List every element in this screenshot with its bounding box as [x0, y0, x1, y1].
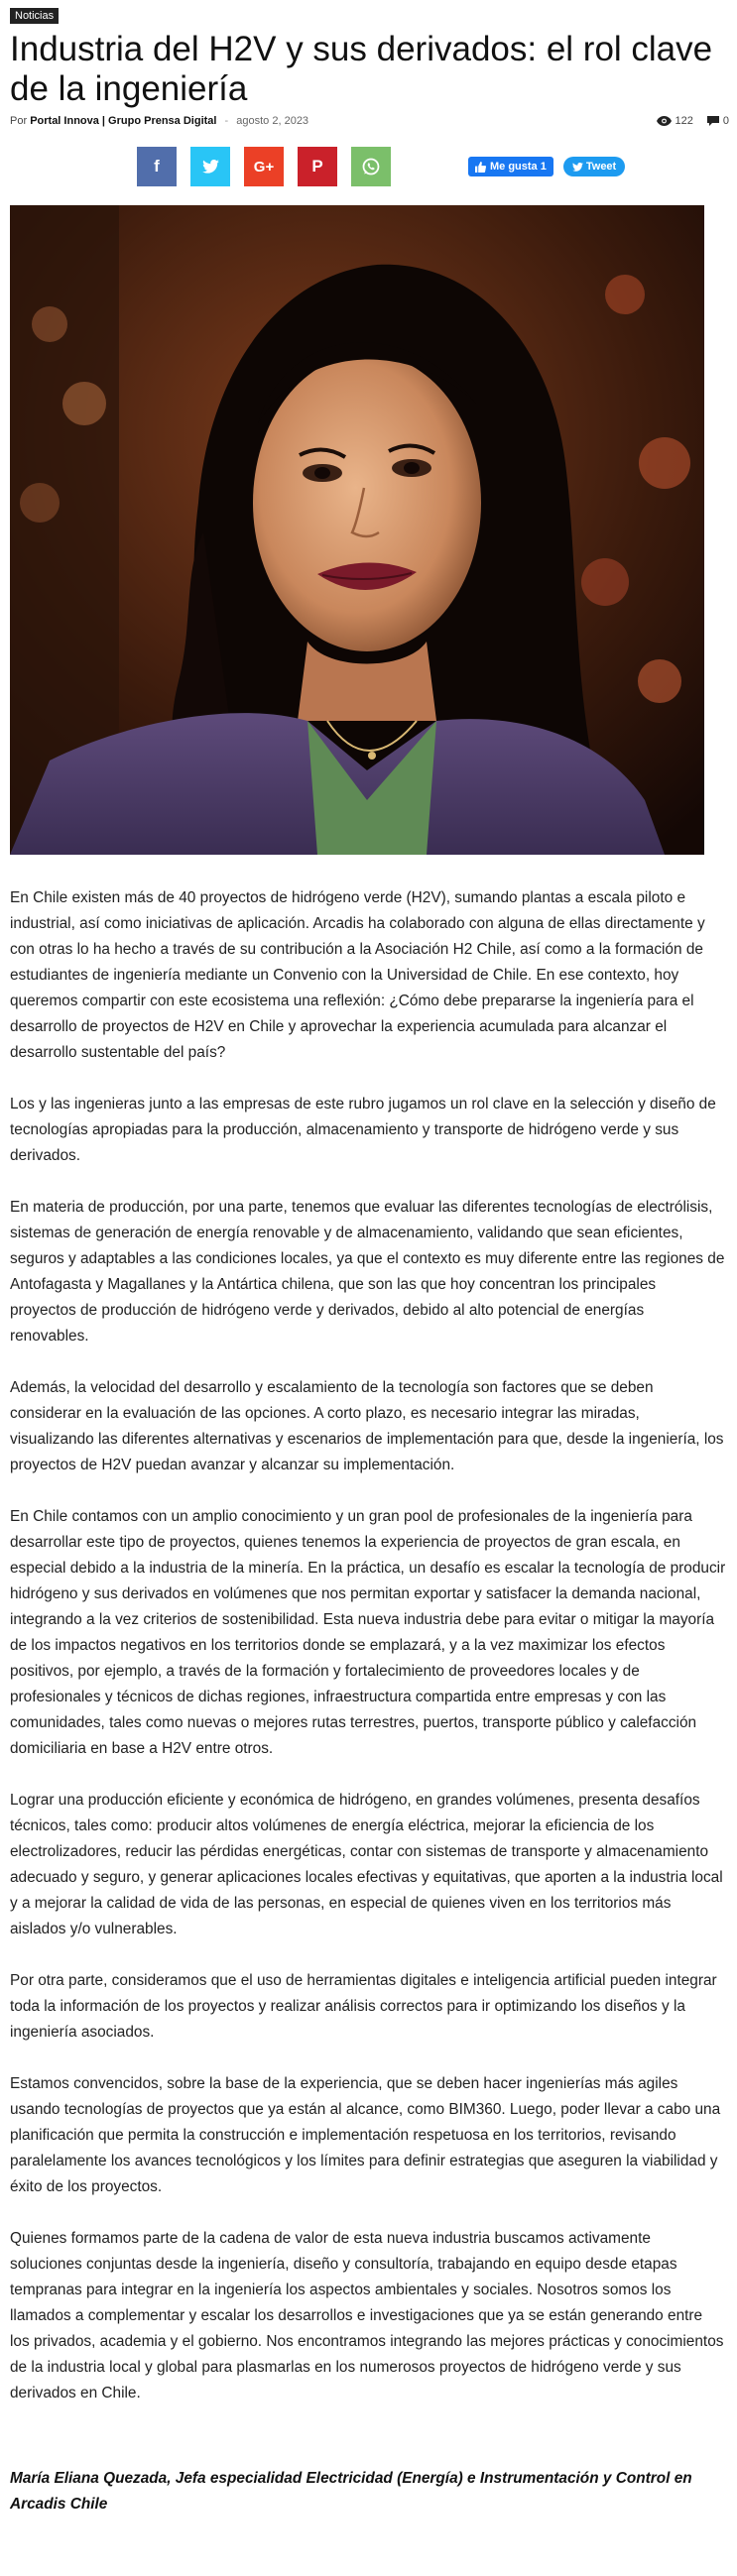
pinterest-share-button[interactable] [298, 147, 337, 186]
article-paragraph: En materia de producción, por una parte, tenemos que evaluar las diferentes tecnologías de electrólisis, sistemas de generación de energía renovable y de almacenamiento, validando que sean eficientes, seguros y adaptables a las condiciones locales, ya que el contexto es muy diferente entre las regiones de Antofagasta y Magallanes y la Antártica chilena, que son las que hoy concentran los principales proyectos de producción de hidrógeno verde y derivados, debido al alto potencial de energías renovables. [10, 1199, 725, 1345]
author-link[interactable]: Portal Innova | Grupo Prensa Digital [30, 115, 217, 127]
google-plus-share-button[interactable] [244, 147, 284, 186]
article-paragraph: Además, la velocidad del desarrollo y escalamiento de la tecnología son factores que se deben considerar en la evaluación de las opciones. A corto plazo, es necesario integrar las miradas, visualizando las diferentes alternativas y escenarios de implementación para que, desde la ingeniería, los proyectos de H2V puedan avanzar y alcanzar su implementación. [10, 1379, 724, 1473]
like-label: Me gusta 1 [490, 161, 547, 173]
comments-count: 0 [722, 115, 729, 127]
comment-icon [707, 116, 719, 126]
article-body [10, 885, 726, 2517]
category-badge[interactable]: Noticias [10, 8, 59, 24]
pinterest-icon: P [311, 157, 323, 176]
publish-date: agosto 2, 2023 [236, 115, 309, 127]
twitter-share-button[interactable] [190, 147, 230, 186]
article-paragraph: En Chile existen más de 40 proyectos de hidrógeno verde (H2V), sumando plantas a escala piloto e industrial, así como iniciativas de aplicación. Arcadis ha colaborado con alguna de ellas directamente y con otras lo ha hecho a través de su contribución a la Asociación H2 Chile, así como a la formación de estudiantes de ingeniería mediante un Convenio con la Universidad de Chile. En ese contexto, hoy queremos compartir con este ecosistema una reflexión: ¿Cómo debe prepararse la ingeniería para el desarrollo de proyectos de H2V en Chile y aprovechar la experiencia acumulada para alcanzar el desarrollo sustentable del país? [10, 889, 705, 1061]
eye-icon [657, 116, 672, 126]
tweet-bird-icon [572, 163, 583, 172]
author-signature: María Eliana Quezada, Jefa especialidad Electricidad (Energía) e Instrumentación y Control en Arcadis Chile [10, 2470, 692, 2513]
whatsapp-share-button[interactable] [351, 147, 391, 186]
article-paragraph: Lograr una producción eficiente y económica de hidrógeno, en grandes volúmenes, presenta desafíos técnicos, tales como: producir altos volúmenes de energía eléctrica, mejorar la eficiencia de los electrolizadores, reducir las pérdidas energéticas, contar con sistemas de transporte y almacenamiento adecuado y seguro, y generar aplicaciones locales efectivas y equitativas, que aporten a la industria local y a mejorar la calidad de vida de las personas, en especial de quienes viven en los territorios más aislados y/o vulnerables. [10, 1792, 723, 1937]
views-count: 122 [675, 115, 693, 127]
twitter-icon [202, 160, 219, 174]
article-paragraph: En Chile contamos con un amplio conocimiento y un gran pool de profesionales de la ingeniería para desarrollar este tipo de proyectos, quienes tenemos la experiencia de proyectos de gran escala, en especial debido a la industria de la minería. En la práctica, un desafío es escalar la tecnología de producir hidrógeno y sus derivados en volúmenes que nos permitan exportar y satisfacer la demanda nacional, integrando a la vez criterios de sostenibilidad. Esta nueva industria debe para evitar o mitigar la mayoría de los impactos negativos en los territorios donde se emplazará, y a la vez maximizar los efectos positivos, por ejemplo, a través de la formación y fortalecimiento de proveedores locales y de profesionales y técnicos de dichas regiones, infraestructura compartida entre empresas y con las comunidades, tales como nuevas o mejores rutas terrestres, puertos, transporte público y calefacción domiciliaria en base a H2V entre otros. [10, 1508, 726, 1757]
facebook-icon: f [154, 157, 160, 176]
article-meta [10, 115, 729, 133]
article-counts [657, 115, 729, 127]
comments-counter[interactable] [707, 115, 729, 127]
article-paragraph: Por otra parte, consideramos que el uso de herramientas digitales e inteligencia artificial pueden integrar toda la información de los proyectos y realizar análisis correctos para ir optimizando los diseños y la ingeniería asociados. [10, 1972, 717, 2041]
featured-photo [10, 205, 704, 855]
article-paragraph: Los y las ingenieras junto a las empresas de este rubro jugamos un rol clave en la selección y diseño de tecnologías apropiadas para la producción, almacenamiento y transporte de hidrógeno verde y sus derivados. [10, 1096, 716, 1164]
views-counter [657, 115, 693, 127]
article-paragraph: Quienes formamos parte de la cadena de valor de esta nueva industria buscamos activamente soluciones conjuntas desde la ingeniería, diseño y consultoría, trabajando en equipo desde etapas tempranas para integrar en la ingeniería los aspectos ambientales y sociales. Nosotros somos los llamados a complementar y escalar los desarrollos e investigaciones que ya se están generando entre los privados, academia y el gobierno. Nos encontramos integrando las mejores prácticas y conocimientos de la industria local y global para plasmarlas en los numerosos proyectos de hidrógeno verde y sus derivados en Chile. [10, 2230, 724, 2401]
tweet-label: Tweet [585, 161, 617, 173]
facebook-like-button[interactable] [468, 157, 553, 176]
share-bar [137, 147, 625, 186]
article-paragraph: Estamos convencidos, sobre la base de la experiencia, que se deben hacer ingenierías más agiles usando tecnologías de proyectos que ya están al alcance, como BIM360. Luego, poder llevar a cabo una planificación que permita la construcción e implementación respetuosa en los territorios, revisando paralelamente los avances tecnológicos y los límites para definir estrategias que aseguren la viabilidad y éxito de los proyectos. [10, 2075, 721, 2195]
by-label: Por [10, 115, 28, 127]
whatsapp-icon [361, 157, 381, 176]
google-plus-icon: G+ [253, 158, 275, 176]
meta-separator: - [224, 115, 229, 127]
thumbs-up-icon [475, 162, 486, 173]
facebook-share-button[interactable] [137, 147, 177, 186]
portrait-image [10, 205, 704, 855]
article-title: Industria del H2V y sus derivados: el rol clave de la ingeniería [10, 30, 713, 108]
tweet-button[interactable] [563, 157, 625, 176]
